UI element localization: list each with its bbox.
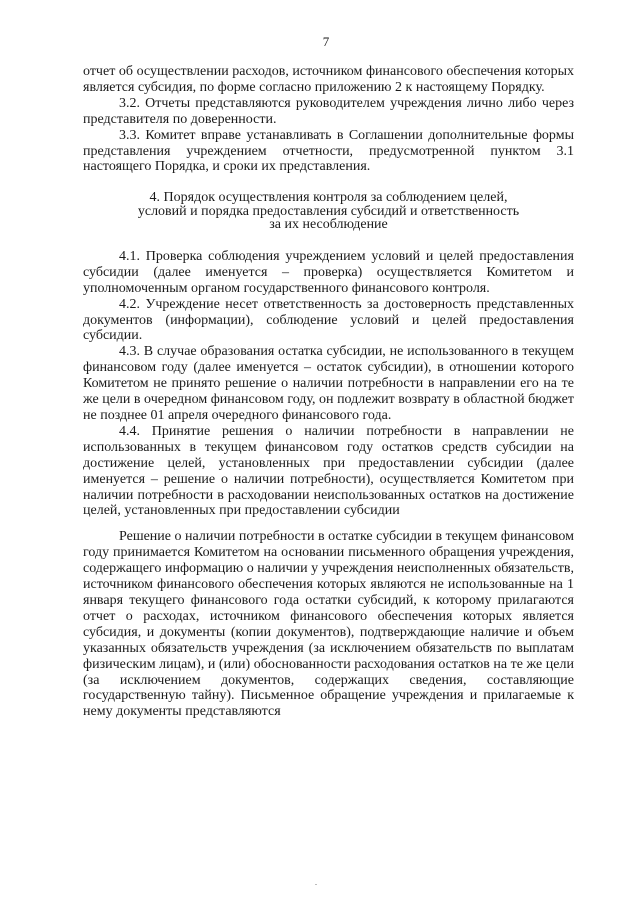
section-4-heading-line-3: за их несоблюдение bbox=[269, 216, 388, 232]
section-4-heading-line-1: 4. Порядок осуществления контроля за соблюдением целей, bbox=[149, 190, 508, 206]
paragraph-decision: Решение о наличии потребности в остатке субсидии в текущем финансовом году принимается Комитетом на основании письменного обращения учреждения, содержащего информацию о наличии у учреждения неисполненных обязательств, источником финансового обеспечения которых являются не использованные на 1 января текущего финансового года остатки субсидий, к которому прилагаются отчет о расходах, источником финансового обеспечения которых является субсидия, и документы (копии документов), подтверждающие наличие и объем указанных обязательств учреждения (за исключением обязательств по выплатам физическим лицам), и (или) обоснованности расходования остатков на те же цели (за исключением документов, содержащих сведения, составляющие государственную тайну). Письменное обращение учреждения и прилагаемые к нему документы представляются bbox=[83, 529, 574, 720]
paragraph-4-4: 4.4. Принятие решения о наличии потребности в направлении не использованных в текущем финансовом году остатков средств субсидии на достижение целей, установленных при предоставлении субсидии (далее именуется – решение о наличии потребности), осуществляется Комитетом при наличии потребности в расходовании неиспользованных остатков на достижение целей, установленных при предоставлении субсидии bbox=[83, 423, 574, 519]
document-body bbox=[83, 64, 574, 720]
paragraph-3-3: 3.3. Комитет вправе устанавливать в Соглашении дополнительные формы представления учреждением отчетности, предусмотренной пунктом 3.1 настоящего Порядка, и сроки их представления. bbox=[83, 127, 574, 175]
page-number: 7 bbox=[322, 34, 330, 49]
section-4-heading bbox=[83, 191, 574, 231]
paragraph-3-1-continuation: отчет об осуществлении расходов, источником финансового обеспечения которых является субсидия, по форме согласно приложению 2 к настоящему Порядку. bbox=[83, 64, 574, 95]
paragraph-3-2: 3.2. Отчеты представляются руководителем учреждения лично либо через представителя по доверенности. bbox=[83, 95, 574, 127]
paragraph-4-1: 4.1. Проверка соблюдения учреждением условий и целей предоставления субсидии (далее именуется – проверка) осуществляется Комитетом и уполномоченным органом государственного финансового контроля. bbox=[83, 248, 574, 296]
paragraph-4-3: 4.3. В случае образования остатка субсидии, не использованного в текущем финансовом году (далее именуется – остаток субсидии), в отношении которого Комитетом не принято решение о наличии потребности в направлении его на те же цели в очередном финансовом году, он подлежит возврату в областной бюджет не позднее 01 апреля очередного финансового года. bbox=[83, 344, 574, 424]
paragraph-4-2: 4.2. Учреждение несет ответственность за достоверность представленных документов (информации), соблюдение условий и целей предоставления субсидии. bbox=[83, 296, 574, 344]
section-4-heading-line-2: условий и порядка предоставления субсидий и ответственность bbox=[137, 203, 520, 219]
scan-mark bbox=[315, 884, 317, 885]
